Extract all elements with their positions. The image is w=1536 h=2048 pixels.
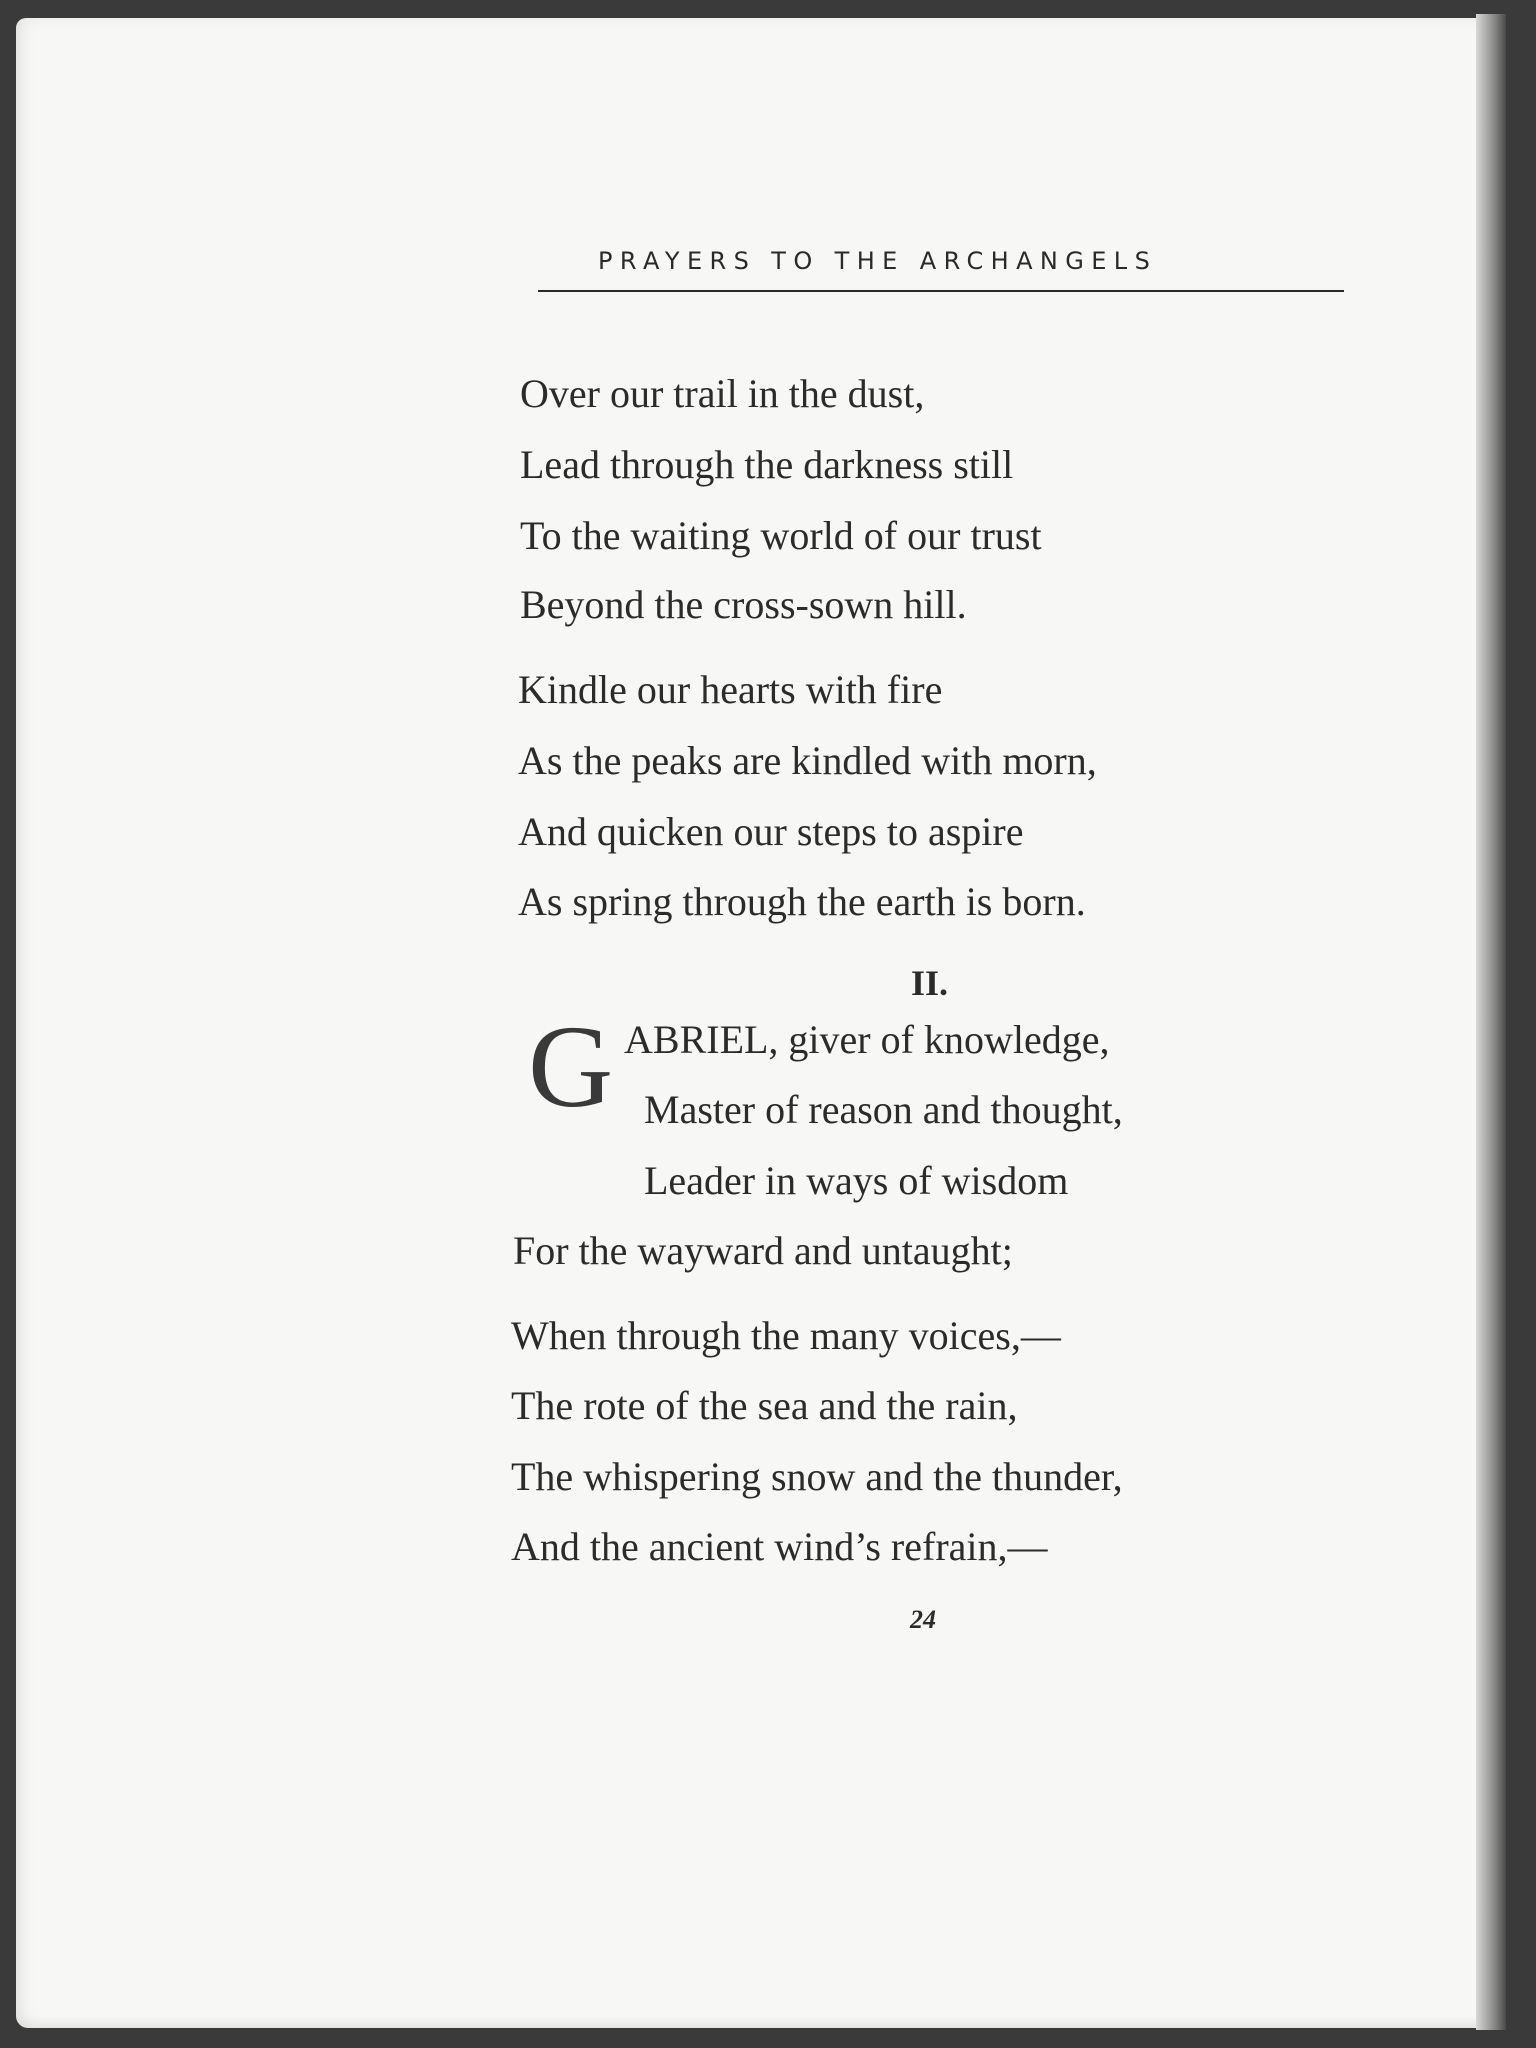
poem-line: Leader in ways of wisdom <box>644 1158 1069 1203</box>
section-number: II. <box>911 963 949 1003</box>
poem-line: As spring through the earth is born. <box>518 879 1086 924</box>
poem-line: Kindle our hearts with fire <box>518 667 943 712</box>
poem-line: As the peaks are kindled with morn, <box>518 738 1097 783</box>
poem-line: When through the many voices,— <box>511 1313 1061 1358</box>
poem-line: Master of reason and thought, <box>644 1087 1123 1132</box>
poem-line: Over our trail in the dust, <box>520 371 925 416</box>
poem-line: The rote of the sea and the rain, <box>511 1383 1018 1428</box>
running-head: PRAYERS TO THE ARCHANGELS <box>538 244 1344 292</box>
poem-line: Lead through the darkness still <box>520 442 1014 487</box>
drop-cap: G <box>528 1001 614 1132</box>
poem-line: And the ancient wind’s refrain,— <box>511 1524 1048 1569</box>
poem-line: Beyond the cross-sown hill. <box>520 582 967 627</box>
poem-line: To the waiting world of our trust <box>520 513 1042 558</box>
poem-line: And quicken our steps to aspire <box>518 809 1024 854</box>
poem-line: For the wayward and untaught; <box>513 1228 1013 1273</box>
poem-line: ABRIEL, giver of knowledge, <box>624 1017 1110 1062</box>
book-page <box>16 18 1494 2028</box>
poem-line: The whispering snow and the thunder, <box>511 1454 1123 1499</box>
page-number: 24 <box>910 1605 936 1634</box>
